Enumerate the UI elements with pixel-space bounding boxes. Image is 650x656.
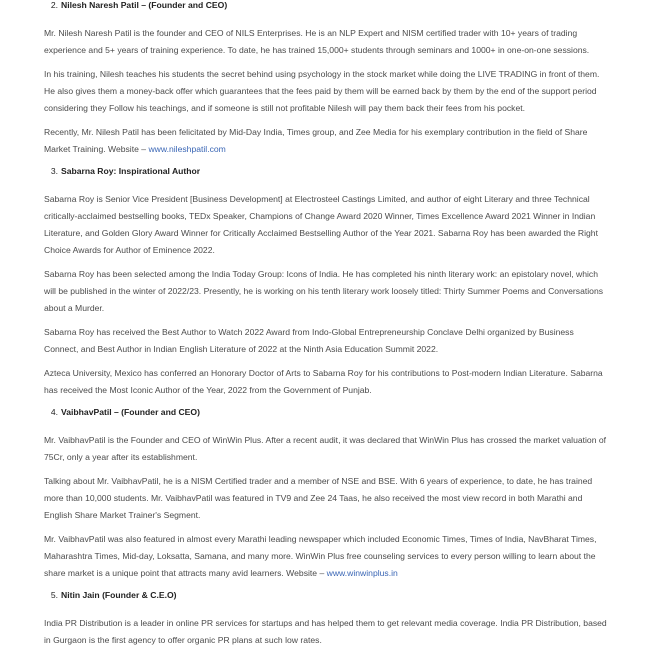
section-heading xyxy=(44,589,610,602)
paragraph-text: Recently, Mr. Nilesh Patil has been felicitated by Mid-Day India, Times group, and Zee Media for his exemplary contribution in the field of Share Market Training. Website – xyxy=(44,127,588,154)
paragraph-text: Mr. VaibhavPatil was also featured in almost every Marathi leading newspaper which included Economic Times, Times of India, NavBharat Times, Maharashtra Times, Mid-day, Loksatta, Samana, and many more. WinWin Plus free counseling services to every person willing to learn about the share market is a unique point that attracts many avid learners. Website – xyxy=(44,534,597,578)
paragraph: India PR Distribution is a leader in online PR services for startups and has helped them to get relevant media coverage. India PR Distribution, based in Gurgaon is the first agency to offer organic PR plans at such low rates. xyxy=(44,618,607,645)
section-number: 5. xyxy=(50,590,58,600)
section-heading xyxy=(44,406,610,419)
section-title: Nilesh Naresh Patil – (Founder and CEO) xyxy=(61,0,228,10)
section-number: 3. xyxy=(50,166,58,176)
paragraph: Sabarna Roy has received the Best Author to Watch 2022 Award from Indo-Global Entrepreneurship Conclave Delhi organized by Business Connect, and Best Author in Indian English Literature of 2022 at the Ninth Asia Education Summit 2022. xyxy=(44,327,574,354)
section-title: VaibhavPatil – (Founder and CEO) xyxy=(61,407,200,417)
paragraph-with-link xyxy=(44,531,610,582)
paragraph: Mr. VaibhavPatil is the Founder and CEO of WinWin Plus. After a recent audit, it was declared that WinWin Plus has crossed the market valuation of 75Cr, only a year after its establishment. xyxy=(44,435,607,462)
section-title: Nitin Jain (Founder & C.E.O) xyxy=(61,590,177,600)
website-link[interactable]: www.winwinplus.in xyxy=(326,568,398,578)
paragraph: Mr. Nilesh Naresh Patil is the founder and CEO of NILS Enterprises. He is an NLP Expert and NISM certified trader with 10+ years of trading experience and 5+ years of training experience. To date, he has trained 15,000+ students through seminars and 1000+ in one-on-one sessions. xyxy=(44,28,590,55)
section-number: 2. xyxy=(50,0,58,10)
paragraph: Azteca University, Mexico has conferred an Honorary Doctor of Arts to Sabarna Roy for his contributions to Post-modern Indian Literature. Sabarna has received the Most Iconic Author of the Year, 2022 from the Government of Punjab. xyxy=(44,368,603,395)
section-heading xyxy=(44,0,610,12)
section-title: Sabarna Roy: Inspirational Author xyxy=(61,166,201,176)
paragraph: Talking about Mr. VaibhavPatil, he is a NISM Certified trader and a member of NSE and BSE. With 6 years of experience, to date, he has trained more than 10,000 students. Mr. VaibhavPatil was featured in TV9 and Zee 24 Taas, he also received the most view record in both Marathi and English Share Market Trainer's Segment. xyxy=(44,476,593,520)
paragraph: In his training, Nilesh teaches his students the secret behind using psychology in the stock market while doing the LIVE TRADING in front of them. He also gives them a money-back offer which guarantees that the fees paid by them will be earned back by them by the end of the support period considering they Follow his teachings, and if someone is still not profitable Nilesh will pay them back their fees from his pocket. xyxy=(44,69,600,113)
paragraph: Sabarna Roy has been selected among the India Today Group: Icons of India. He has completed his ninth literary work: an epistolary novel, which will be published in the winter of 2022/23. Presently, he is working on his tenth literary work loosely titled: Thirty Summer Poems and Conversations about a Murder. xyxy=(44,269,604,313)
website-link[interactable]: www.nileshpatil.com xyxy=(148,144,226,154)
section-number: 4. xyxy=(50,407,58,417)
article-body xyxy=(44,0,610,656)
paragraph: Sabarna Roy is Senior Vice President [Business Development] at Electrosteel Castings Limited, and author of eight Literary and three Technical critically-acclaimed bestselling books, TEDx Speaker, Champions of Change Award 2020 Winner, Times Excellence Award 2021 Winner in Indian Literature, and Golden Glory Award Winner for Critically Acclaimed Bestselling Author of the Year 2021. Sabarna Roy has been awarded the Right Choice Awards for Author of Eminence 2022. xyxy=(44,194,598,255)
section-heading xyxy=(44,165,610,178)
paragraph-with-link xyxy=(44,124,610,158)
